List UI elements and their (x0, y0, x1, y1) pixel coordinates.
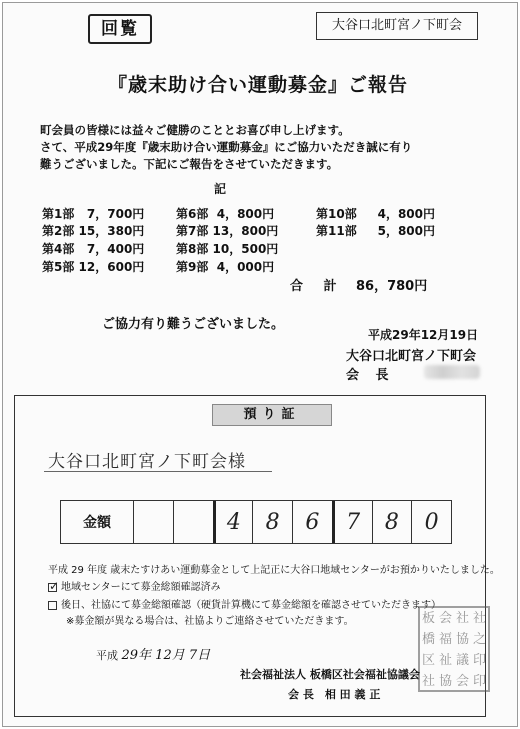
department-amount: 4，000円 (216, 260, 275, 274)
department-row (176, 240, 278, 257)
amount-digit: 4 (213, 501, 253, 543)
receipt-addressee: 大谷口北町宮ノ下町会様 (48, 452, 246, 472)
department-name: 第8部 (176, 242, 209, 256)
thanks-message: ご協力有り難うございました。 (102, 317, 285, 332)
receipt-title: 預り証 (212, 404, 332, 426)
amount-digit: 8 (372, 501, 412, 543)
department-row (42, 240, 144, 257)
receipt-date (96, 644, 210, 663)
department-row (176, 205, 274, 222)
department-name: 第4部 (42, 242, 75, 256)
amount-digit (173, 501, 213, 543)
amount-digit: 6 (292, 501, 332, 543)
report-date: 平成29年12月19日 (368, 328, 479, 342)
amount-digit (133, 501, 173, 543)
association-label: 大谷口北町宮ノ下町会 (316, 12, 478, 40)
receipt-chief: 会 長 相 田 義 正 (288, 688, 381, 701)
receipt-org: 社会福祉法人 板橋区社会福祉協議会 (240, 668, 420, 681)
department-amount: 7，400円 (86, 242, 145, 256)
department-row (176, 222, 278, 239)
check-item (48, 596, 441, 611)
receipt-note: 平成 29 年度 歳末たすけあい運動募金として上記正に大谷口地域センターがお預かりいたしました。 (48, 565, 500, 576)
department-row (176, 258, 274, 275)
department-name: 第7部 (176, 224, 209, 238)
department-name: 第10部 (316, 207, 357, 221)
amount-digit: 0 (411, 501, 451, 543)
department-amount: 15，380円 (78, 224, 145, 238)
department-amount: 12，600円 (78, 260, 145, 274)
amount-digit: 8 (252, 501, 292, 543)
department-amount: 13，800円 (212, 224, 279, 238)
department-amount: 5，800円 (377, 224, 435, 238)
amount-table (60, 500, 452, 544)
department-name: 第2部 (42, 224, 75, 238)
department-amount: 7，700円 (86, 207, 145, 221)
department-amount: 10，500円 (212, 242, 279, 256)
total-label: 合 計 (290, 279, 345, 294)
official-seal: 板 会 社 社 橋 福 協 之 区 祉 議 印 社 協 会 印 (418, 606, 490, 692)
department-row (42, 258, 144, 275)
department-name: 第5部 (42, 260, 75, 274)
signature-role: 会 長 (346, 368, 395, 383)
report-title: 『歳末助け合い運動募金』ご報告 (107, 74, 408, 96)
unchecked-checkbox[interactable] (48, 601, 57, 610)
redacted-name (424, 365, 480, 379)
amount-digit: 7 (332, 501, 372, 543)
body-line: さて、平成29年度『歳末助け合い運動募金』にご協力いただき誠に有り (40, 140, 413, 154)
department-amount: 4，800円 (377, 207, 435, 221)
department-name: 第1部 (42, 207, 75, 221)
department-name: 第11部 (316, 224, 357, 238)
check-label: 地域センターにて募金総額確認済み (61, 582, 221, 593)
signature-org: 大谷口北町宮ノ下町会 (346, 349, 477, 364)
department-amount: 4，800円 (216, 207, 275, 221)
ki-heading: 記 (214, 182, 227, 196)
receipt-note2: ※募金額が異なる場合は、社協よりご連絡させていただきます。 (66, 616, 354, 627)
handwritten-date: 29年 12月 7日 (121, 648, 211, 663)
checked-checkbox[interactable] (48, 583, 57, 592)
department-row (42, 205, 144, 222)
department-row (316, 222, 435, 239)
department-name: 第6部 (176, 207, 209, 221)
kairan-stamp: 回覧 (88, 14, 152, 44)
addressee-underline (44, 471, 272, 472)
date-prefix: 平成 (96, 649, 118, 662)
amount-label: 金額 (83, 515, 111, 531)
body-line: 難うございました。下記にご報告をさせていただきます。 (40, 157, 339, 171)
department-name: 第9部 (176, 260, 209, 274)
check-item (48, 578, 221, 593)
check-label: 後日、社協にて募金総額確認（硬貨計算機にて募金総額を確認させていただきます） (61, 600, 441, 611)
department-row (42, 222, 144, 239)
total-value: 86，780円 (356, 279, 428, 294)
greeting-line: 町会員の皆様には益々ご健勝のこととお喜び申し上げます。 (40, 123, 350, 137)
department-row (316, 205, 435, 222)
